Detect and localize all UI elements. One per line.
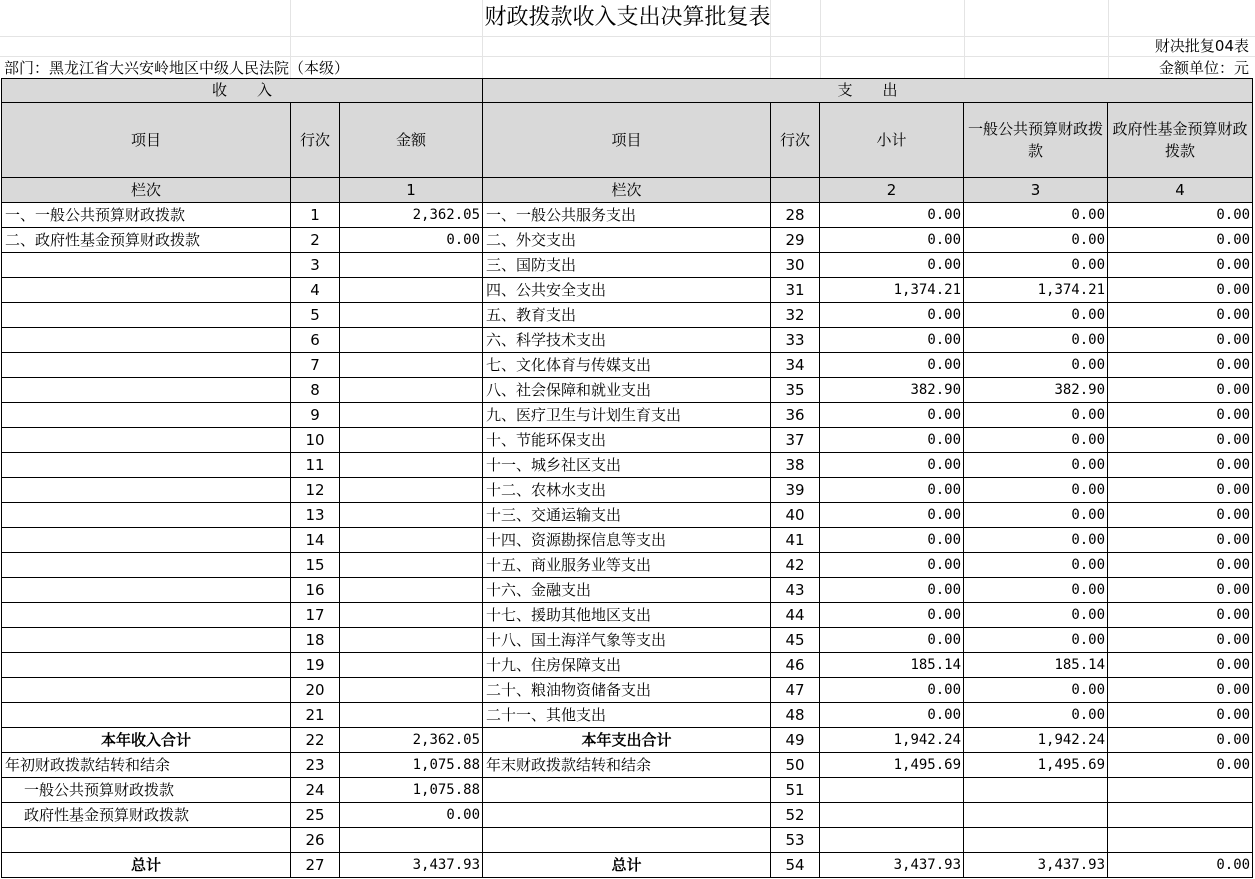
income-line-cell: 12 [291,478,340,503]
gov-fund-cell: 0.00 [1108,353,1253,378]
income-line-cell: 25 [291,803,340,828]
gov-fund-cell: 0.00 [1108,528,1253,553]
general-budget-cell: 0.00 [964,403,1108,428]
gov-fund-cell: 0.00 [1108,278,1253,303]
income-item-cell: 政府性基金预算财政拨款 [2,803,291,828]
income-line-header: 行次 [291,103,340,178]
income-amount-cell [340,578,483,603]
table-row [2,328,1253,353]
expense-line-cell: 31 [771,278,820,303]
expense-line-header: 行次 [771,103,820,178]
subtotal-cell: 1,374.21 [820,278,964,303]
gov-fund-cell: 0.00 [1108,703,1253,728]
income-amount-cell [340,328,483,353]
income-line-cell: 4 [291,278,340,303]
income-line-cell: 17 [291,603,340,628]
table-row [2,578,1253,603]
income-line-cell: 23 [291,753,340,778]
income-amount-cell [340,503,483,528]
gov-fund-cell: 0.00 [1108,453,1253,478]
income-item-cell [2,278,291,303]
income-amount-cell [340,528,483,553]
appropriation-table [1,78,1253,878]
income-item-cell [2,628,291,653]
subtotal-cell: 185.14 [820,653,964,678]
gov-fund-cell: 0.00 [1108,653,1253,678]
income-line-cell: 24 [291,778,340,803]
income-item-cell [2,703,291,728]
income-amount-cell [340,653,483,678]
lanci-label: 栏次 [2,178,291,203]
general-budget-cell: 0.00 [964,203,1108,228]
income-item-cell: 二、政府性基金预算财政拨款 [2,228,291,253]
table-row [2,553,1253,578]
subtotal-cell: 0.00 [820,528,964,553]
expense-item-cell: 总计 [483,853,771,878]
income-amount-cell: 2,362.05 [340,728,483,753]
table-row [2,303,1253,328]
subtotal-cell: 0.00 [820,603,964,628]
expense-line-cell: 48 [771,703,820,728]
general-budget-cell: 0.00 [964,503,1108,528]
income-item-cell [2,453,291,478]
income-item-header: 项目 [2,103,291,178]
expense-item-cell: 七、文化体育与传媒支出 [483,353,771,378]
expense-item-cell: 十九、住房保障支出 [483,653,771,678]
expense-item-cell: 十六、金融支出 [483,578,771,603]
expense-line-cell: 28 [771,203,820,228]
expense-line-cell: 41 [771,528,820,553]
gov-fund-cell: 0.00 [1108,328,1253,353]
gov-fund-cell: 0.00 [1108,628,1253,653]
table-row [2,628,1253,653]
column-header-row [2,103,1253,178]
general-budget-cell: 0.00 [964,628,1108,653]
table-row [2,403,1253,428]
income-amount-cell [340,453,483,478]
general-budget-header: 一般公共预算财政拨款 [964,103,1108,178]
col-index-4: 4 [1108,178,1253,203]
expense-item-cell: 二十、粮油物资储备支出 [483,678,771,703]
income-item-cell [2,828,291,853]
income-amount-cell [340,353,483,378]
expense-line-cell: 39 [771,478,820,503]
income-item-cell [2,328,291,353]
income-line-cell: 13 [291,503,340,528]
expense-item-cell: 六、科学技术支出 [483,328,771,353]
income-amount-cell [340,403,483,428]
general-budget-cell: 0.00 [964,428,1108,453]
subtotal-cell: 0.00 [820,428,964,453]
expense-item-cell: 十、节能环保支出 [483,428,771,453]
table-row [2,253,1253,278]
subtotal-cell: 3,437.93 [820,853,964,878]
table-row [2,753,1253,778]
subtotal-cell: 382.90 [820,378,964,403]
gov-fund-cell [1108,828,1253,853]
gov-fund-cell: 0.00 [1108,203,1253,228]
subtotal-cell: 0.00 [820,453,964,478]
gov-fund-cell [1108,778,1253,803]
table-row [2,503,1253,528]
page-title: 财政拨款收入支出决算批复表 [484,5,771,30]
income-line-cell: 18 [291,628,340,653]
income-amount-cell [340,678,483,703]
expense-line-cell: 52 [771,803,820,828]
gov-fund-cell: 0.00 [1108,303,1253,328]
gov-fund-cell [1108,803,1253,828]
subtotal-cell: 0.00 [820,478,964,503]
expense-line-cell: 40 [771,503,820,528]
income-amount-cell [340,278,483,303]
income-amount-cell: 1,075.88 [340,753,483,778]
subtotal-cell: 0.00 [820,203,964,228]
income-amount-cell [340,478,483,503]
expense-line-cell: 38 [771,453,820,478]
expense-line-cell: 33 [771,328,820,353]
table-row [2,803,1253,828]
income-item-cell: 本年收入合计 [2,728,291,753]
table-row [2,278,1253,303]
general-budget-cell: 1,495.69 [964,753,1108,778]
lanci-empty [291,178,340,203]
table-row [2,528,1253,553]
expense-line-cell: 35 [771,378,820,403]
expense-line-cell: 50 [771,753,820,778]
general-budget-cell [964,778,1108,803]
income-item-cell [2,528,291,553]
expense-line-cell: 45 [771,628,820,653]
income-item-cell [2,578,291,603]
gov-fund-cell: 0.00 [1108,503,1253,528]
income-line-cell: 14 [291,528,340,553]
expense-item-cell: 一、一般公共服务支出 [483,203,771,228]
table-row [2,378,1253,403]
income-line-cell: 9 [291,403,340,428]
income-line-cell: 2 [291,228,340,253]
col-index-2: 2 [820,178,964,203]
income-item-cell [2,403,291,428]
general-budget-cell: 0.00 [964,603,1108,628]
income-item-cell [2,253,291,278]
income-item-cell [2,553,291,578]
general-budget-cell: 0.00 [964,303,1108,328]
expense-item-cell: 二、外交支出 [483,228,771,253]
general-budget-cell: 0.00 [964,478,1108,503]
expense-item-cell: 二十一、其他支出 [483,703,771,728]
subtotal-cell: 0.00 [820,253,964,278]
gov-fund-cell: 0.00 [1108,753,1253,778]
income-line-cell: 7 [291,353,340,378]
table-row [2,703,1253,728]
subtotal-cell: 0.00 [820,703,964,728]
gov-fund-cell: 0.00 [1108,428,1253,453]
expense-item-header: 项目 [483,103,771,178]
gov-fund-cell: 0.00 [1108,553,1253,578]
income-amount-cell [340,303,483,328]
column-index-row [2,178,1253,203]
subtotal-cell: 0.00 [820,503,964,528]
expense-line-cell: 51 [771,778,820,803]
income-line-cell: 5 [291,303,340,328]
lanci-label: 栏次 [483,178,771,203]
expense-item-cell: 九、医疗卫生与计划生育支出 [483,403,771,428]
gov-fund-header: 政府性基金预算财政拨款 [1108,103,1253,178]
expense-line-cell: 32 [771,303,820,328]
table-row [2,428,1253,453]
subtotal-cell: 0.00 [820,228,964,253]
subtotal-cell: 0.00 [820,403,964,428]
expense-line-cell: 44 [771,603,820,628]
gov-fund-cell: 0.00 [1108,403,1253,428]
income-line-cell: 19 [291,653,340,678]
income-line-cell: 8 [291,378,340,403]
table-row [2,828,1253,853]
col-index-1: 1 [340,178,483,203]
income-line-cell: 27 [291,853,340,878]
income-amount-cell: 0.00 [340,803,483,828]
table-row [2,728,1253,753]
general-budget-cell [964,828,1108,853]
table-row [2,453,1253,478]
income-item-cell [2,503,291,528]
income-line-cell: 20 [291,678,340,703]
table-row [2,853,1253,878]
expense-line-cell: 30 [771,253,820,278]
subtotal-header: 小计 [820,103,964,178]
general-budget-cell: 3,437.93 [964,853,1108,878]
gov-fund-cell: 0.00 [1108,853,1253,878]
general-budget-cell: 0.00 [964,553,1108,578]
income-item-cell: 年初财政拨款结转和结余 [2,753,291,778]
income-amount-cell [340,603,483,628]
table-row [2,653,1253,678]
general-budget-cell: 0.00 [964,453,1108,478]
general-budget-cell: 0.00 [964,253,1108,278]
subtotal-cell: 0.00 [820,553,964,578]
income-amount-cell [340,378,483,403]
general-budget-cell: 0.00 [964,703,1108,728]
expense-section-header: 支 出 [483,79,1253,103]
expense-item-cell [483,778,771,803]
expense-line-cell: 34 [771,353,820,378]
expense-line-cell: 37 [771,428,820,453]
income-line-cell: 1 [291,203,340,228]
col-index-3: 3 [964,178,1108,203]
subtotal-cell [820,778,964,803]
income-item-cell: 一、一般公共预算财政拨款 [2,203,291,228]
expense-line-cell: 53 [771,828,820,853]
income-amount-header: 金额 [340,103,483,178]
income-item-cell [2,653,291,678]
income-amount-cell [340,628,483,653]
general-budget-cell: 0.00 [964,578,1108,603]
subtotal-cell: 0.00 [820,353,964,378]
income-item-cell: 一般公共预算财政拨款 [2,778,291,803]
expense-item-cell: 本年支出合计 [483,728,771,753]
expense-line-cell: 42 [771,553,820,578]
expense-line-cell: 49 [771,728,820,753]
gov-fund-cell: 0.00 [1108,578,1253,603]
income-amount-cell [340,428,483,453]
expense-line-cell: 43 [771,578,820,603]
subtotal-cell: 1,942.24 [820,728,964,753]
subtotal-cell [820,828,964,853]
income-line-cell: 10 [291,428,340,453]
income-line-cell: 21 [291,703,340,728]
income-item-cell: 总计 [2,853,291,878]
income-amount-cell [340,703,483,728]
income-item-cell [2,303,291,328]
income-amount-cell [340,553,483,578]
expense-item-cell: 十三、交通运输支出 [483,503,771,528]
income-amount-cell: 1,075.88 [340,778,483,803]
gov-fund-cell: 0.00 [1108,228,1253,253]
expense-line-cell: 36 [771,403,820,428]
expense-item-cell: 三、国防支出 [483,253,771,278]
form-number: 财决批复04表 [1154,37,1249,55]
subtotal-cell: 0.00 [820,303,964,328]
income-line-cell: 16 [291,578,340,603]
general-budget-cell: 1,942.24 [964,728,1108,753]
general-budget-cell: 0.00 [964,678,1108,703]
expense-item-cell: 十八、国土海洋气象等支出 [483,628,771,653]
income-section-header: 收 入 [2,79,483,103]
subtotal-cell: 0.00 [820,628,964,653]
expense-line-cell: 47 [771,678,820,703]
income-amount-cell: 3,437.93 [340,853,483,878]
general-budget-cell: 0.00 [964,228,1108,253]
income-item-cell [2,353,291,378]
income-line-cell: 26 [291,828,340,853]
income-line-cell: 22 [291,728,340,753]
table-row [2,478,1253,503]
general-budget-cell: 185.14 [964,653,1108,678]
gov-fund-cell: 0.00 [1108,603,1253,628]
general-budget-cell [964,803,1108,828]
table-row [2,603,1253,628]
general-budget-cell: 0.00 [964,328,1108,353]
general-budget-cell: 0.00 [964,528,1108,553]
expense-item-cell: 五、教育支出 [483,303,771,328]
subtotal-cell: 0.00 [820,328,964,353]
general-budget-cell: 382.90 [964,378,1108,403]
expense-item-cell [483,828,771,853]
subtotal-cell: 0.00 [820,678,964,703]
expense-item-cell: 十五、商业服务业等支出 [483,553,771,578]
income-amount-cell: 0.00 [340,228,483,253]
income-amount-cell [340,253,483,278]
lanci-empty [771,178,820,203]
table-row [2,228,1253,253]
gov-fund-cell: 0.00 [1108,378,1253,403]
income-line-cell: 6 [291,328,340,353]
income-line-cell: 11 [291,453,340,478]
expense-item-cell: 十七、援助其他地区支出 [483,603,771,628]
expense-item-cell: 四、公共安全支出 [483,278,771,303]
income-item-cell [2,603,291,628]
income-amount-cell [340,828,483,853]
expense-line-cell: 46 [771,653,820,678]
general-budget-cell: 0.00 [964,353,1108,378]
section-header-row [2,79,1253,103]
subtotal-cell [820,803,964,828]
income-line-cell: 15 [291,553,340,578]
income-item-cell [2,678,291,703]
expense-item-cell: 八、社会保障和就业支出 [483,378,771,403]
table-row [2,203,1253,228]
amount-unit-label: 金额单位：元 [1158,59,1249,77]
expense-item-cell: 十二、农林水支出 [483,478,771,503]
gov-fund-cell: 0.00 [1108,678,1253,703]
table-row [2,678,1253,703]
subtotal-cell: 1,495.69 [820,753,964,778]
table-row [2,353,1253,378]
general-budget-cell: 1,374.21 [964,278,1108,303]
income-item-cell [2,428,291,453]
expense-item-cell: 年末财政拨款结转和结余 [483,753,771,778]
income-item-cell [2,478,291,503]
income-item-cell [2,378,291,403]
expense-line-cell: 29 [771,228,820,253]
gov-fund-cell: 0.00 [1108,728,1253,753]
table-row [2,778,1253,803]
expense-item-cell: 十四、资源勘探信息等支出 [483,528,771,553]
subtotal-cell: 0.00 [820,578,964,603]
department-label: 部门：黑龙江省大兴安岭地区中级人民法院（本级） [4,59,350,77]
expense-item-cell [483,803,771,828]
gov-fund-cell: 0.00 [1108,478,1253,503]
expense-line-cell: 54 [771,853,820,878]
expense-item-cell: 十一、城乡社区支出 [483,453,771,478]
gov-fund-cell: 0.00 [1108,253,1253,278]
income-line-cell: 3 [291,253,340,278]
income-amount-cell: 2,362.05 [340,203,483,228]
